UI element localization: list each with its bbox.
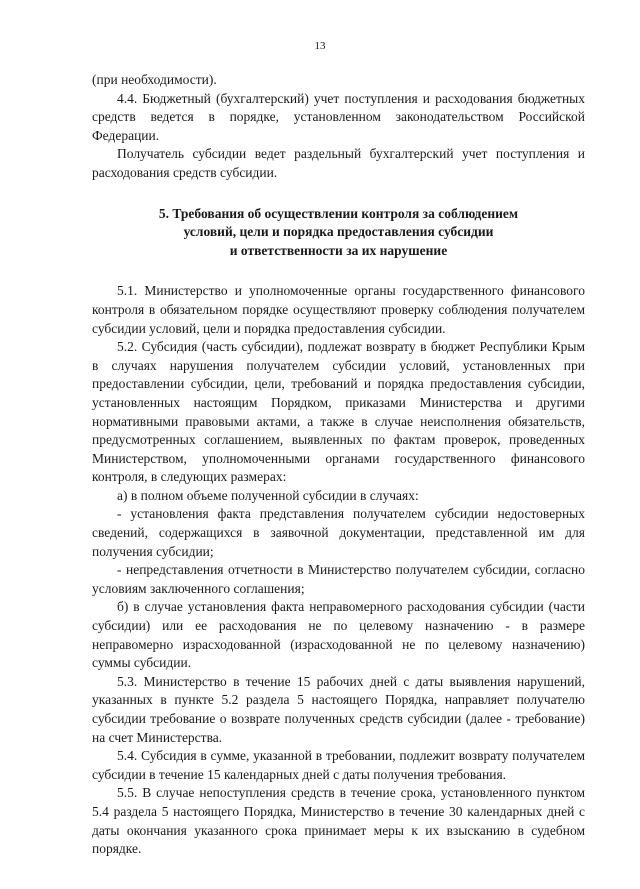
paragraph: а) в полном объеме полученной субсидии в случаях: [117, 487, 419, 503]
section-heading-line: 5. Требования об осуществлении контроля за соблюдением [158, 205, 519, 221]
paragraph: 5.3. Министерство в течение 15 рабочих дней с даты выявления нарушений, указанных в пункте 5.2 раздела 5 настоящего Порядка, направляет получателю субсидии требование о возврате полученных средств субсидии (далее - требование) на счет Министерства. [92, 673, 585, 745]
section-heading-line: и ответственности за их нарушение [229, 242, 448, 258]
paragraph: 5.4. Субсидия в сумме, указанной в требовании, подлежит возврату получателем субсидии в течение 15 календарных дней с даты получения требования. [92, 748, 585, 782]
paragraph: 5.5. В случае непоступления средств в течение срока, установленного пунктом 5.4 раздела 5 настоящего Порядка, Министерство в течение 30 календарных дней с даты окончания указанного срока принимает меры к их взысканию в судебном порядке. [92, 785, 585, 857]
paragraph: б) в случае установления факта неправомерного расходования субсидии (части субсидии) или ее расходования не по целевому назначению - в размере неправомерно израсходованной (израсходованной не по целевому назначению) суммы субсидии. [92, 599, 585, 671]
paragraph: - непредставления отчетности в Министерство получателем субсидии, согласно условиям заключенного соглашения; [92, 562, 585, 596]
section-heading [92, 205, 585, 261]
paragraph: - установления факта представления получателем субсидии недостоверных сведений, содержащихся в заявочной документации, представленной им для получения субсидии; [92, 506, 585, 559]
paragraph: Получатель субсидии ведет раздельный бухгалтерский учет поступления и расходования средств субсидии. [92, 146, 585, 180]
paragraph: 4.4. Бюджетный (бухгалтерский) учет поступления и расходования бюджетных средств ведется в порядке, установленном законодательством Российской Федерации. [92, 90, 585, 143]
paragraph: (при необходимости). [92, 72, 217, 87]
document-body [92, 71, 585, 859]
paragraphs-after-heading [92, 282, 585, 858]
paragraph: 5.2. Субсидия (часть субсидии), подлежат возврату в бюджет Республики Крым в случаях нарушения получателем субсидии условий, установленных при предоставлении субсидии, цели, требований и порядка предоставления субсидии, установленных настоящим Порядком, приказами Министерства и другими нормативными правовыми актами, а также в случае неисполнения обязательств, предусмотренных соглашением, выявленных по фактам проверок, проведенных Министерством, уполномоченными органами государственного финансового контроля, в следующих размерах: [92, 339, 585, 485]
section-heading-line: условий, цели и порядка предоставления субсидии [183, 224, 494, 240]
paragraph: 5.1. Министерство и уполномоченные органы государственного финансового контроля в обязательном порядке осуществляют проверку соблюдения получателем субсидии условий, цели и порядка предоставления субсидии. [92, 283, 585, 336]
page-number: 13 [314, 40, 326, 52]
paragraphs-before-heading [92, 71, 585, 183]
